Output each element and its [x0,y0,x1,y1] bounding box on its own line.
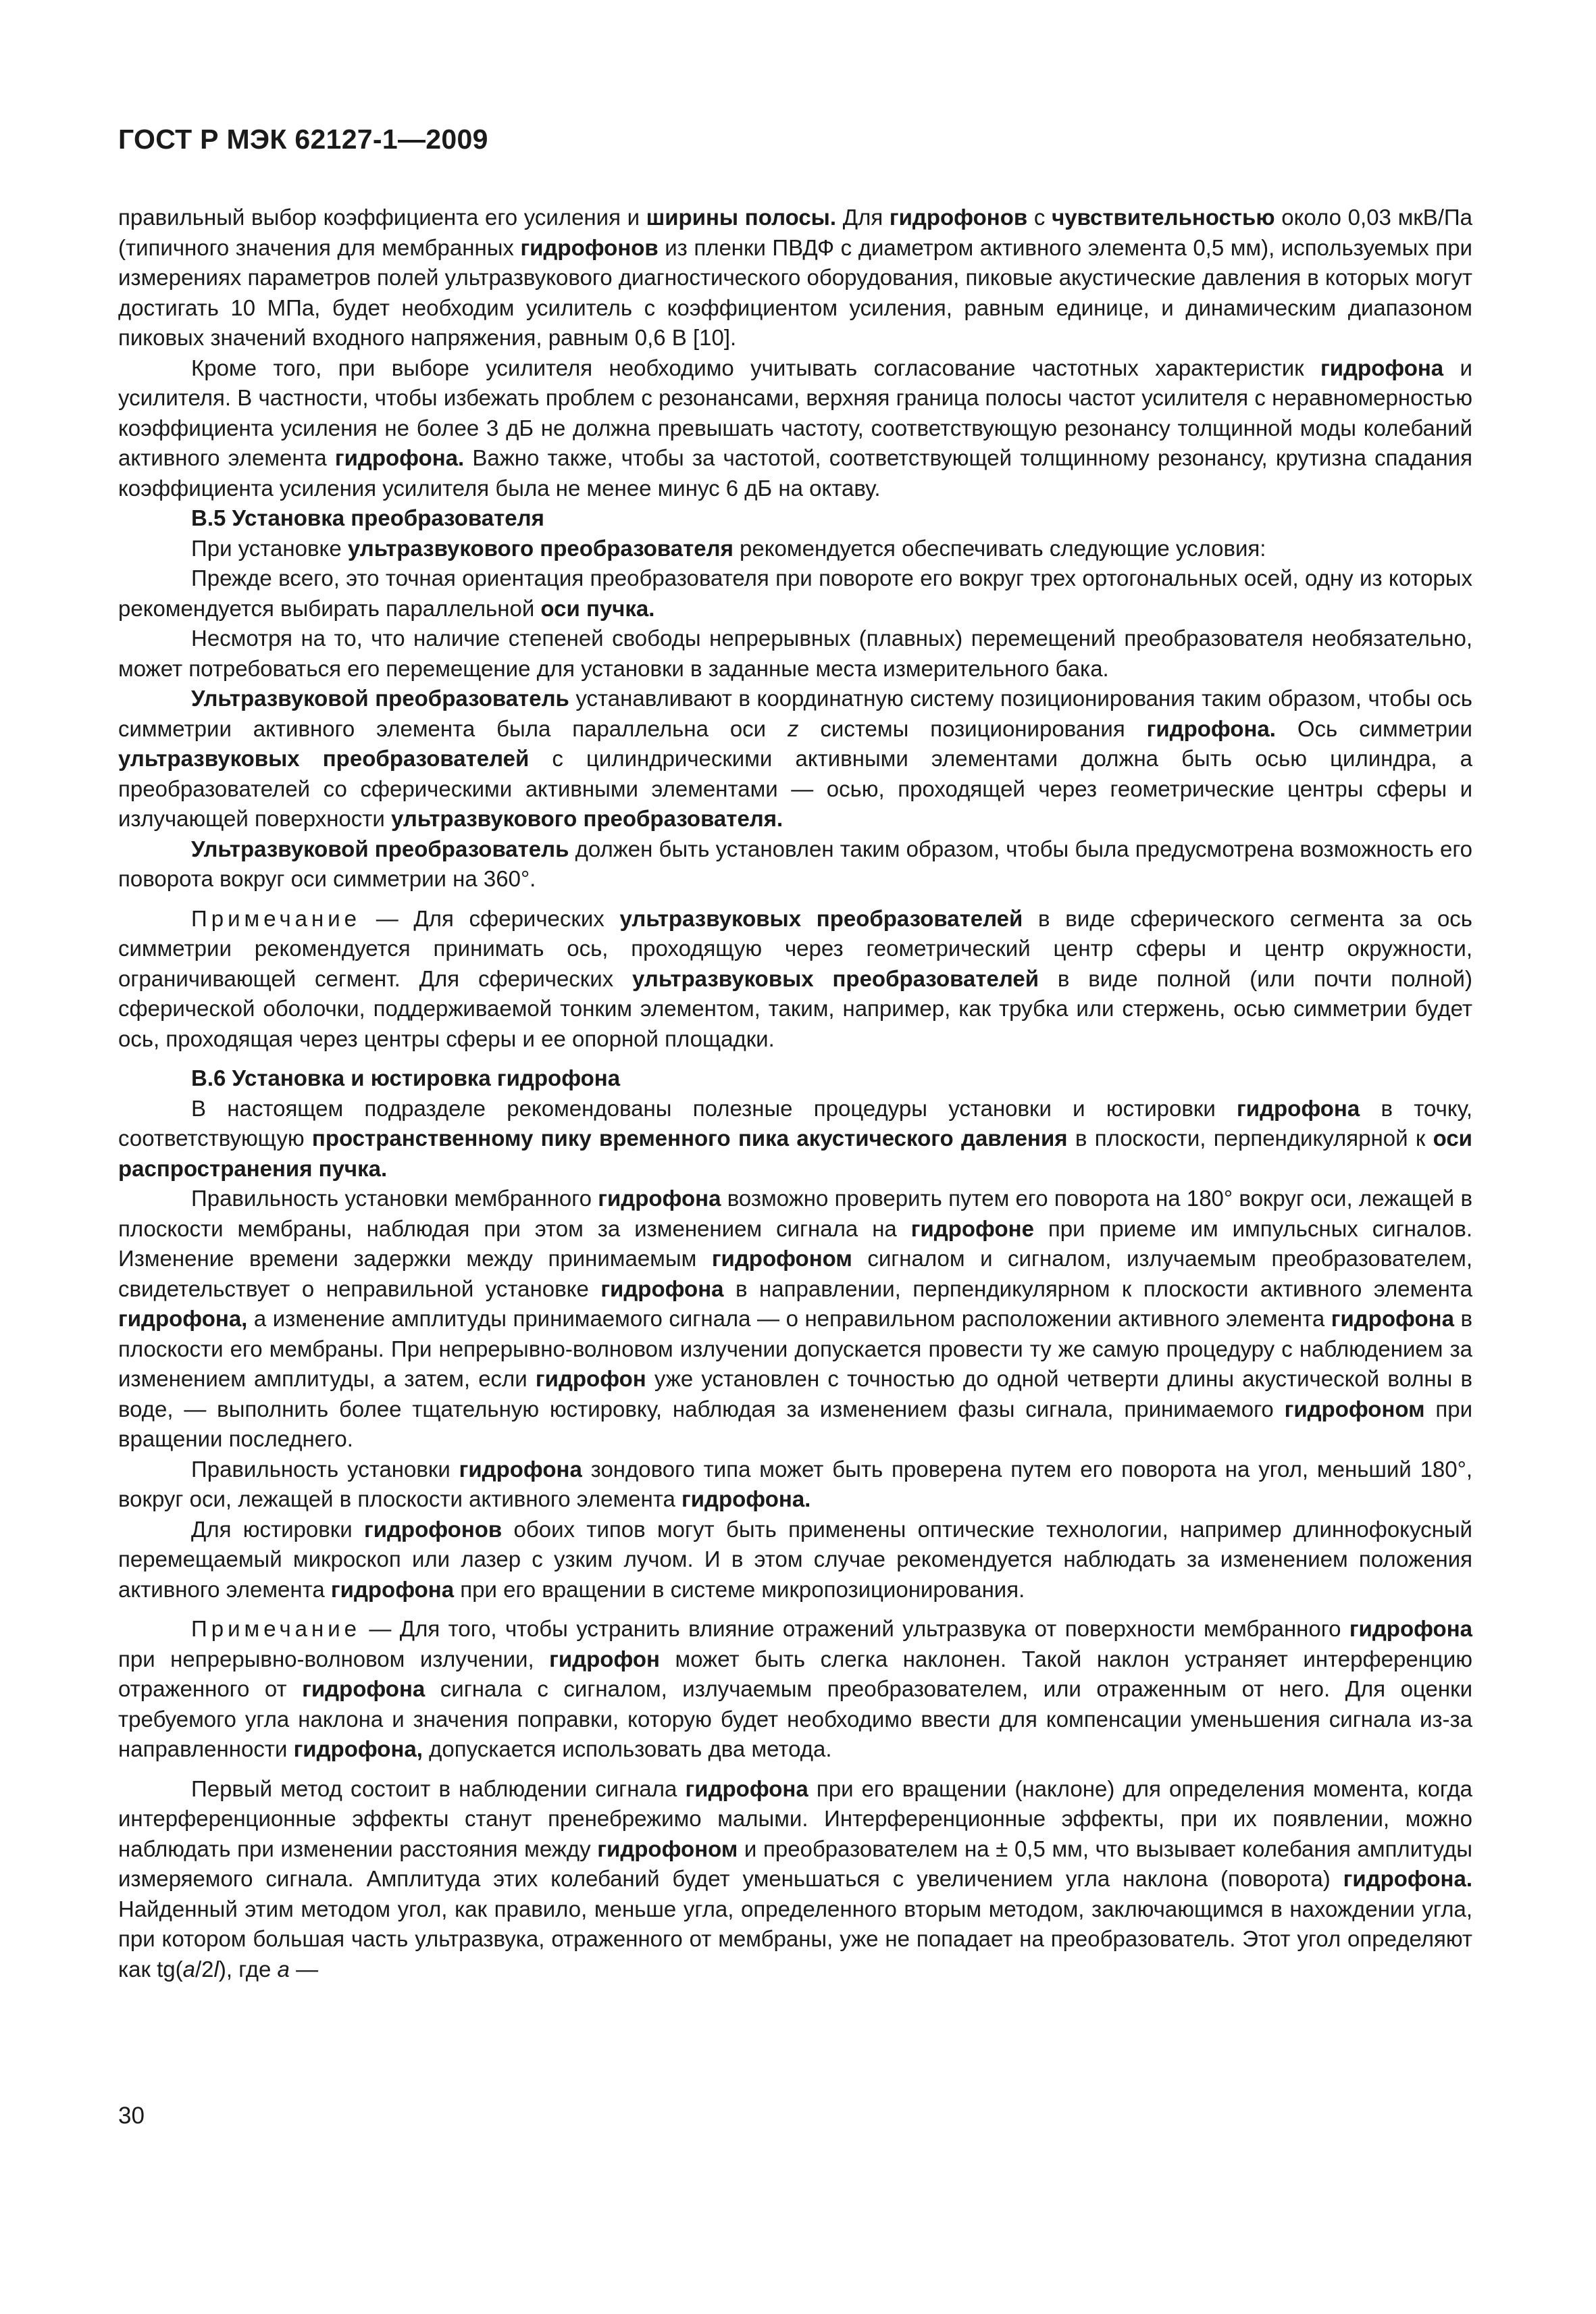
text-run: Прежде всего, это точная ориентация преобразователя при повороте его вокруг трех ортогональных осей, одну из которых рекомендуется выбирать параллельной [118,565,1472,621]
text-run: гидрофона [1349,1616,1472,1641]
text-run: ширины полосы. [646,205,837,230]
text-run: Несмотря на то, что наличие степеней свободы непрерывных (плавных) перемещений преобразователя необязательно, может потребоваться его перемещение для установки в заданные места измерительного бака. [118,626,1472,681]
text-run: гидрофона [1237,1095,1360,1121]
text-run: гидрофоном [1284,1396,1425,1422]
document-header: ГОСТ Р МЭК 62127-1—2009 [118,124,488,155]
text-run: z [788,715,799,741]
body-paragraph [118,1455,1472,1515]
text-run: должен быть установлен таким образом, чтобы была предусмотрена возможность его поворота вокруг оси симметрии на 360°. [118,836,1473,891]
text-run: при непрерывно-волновом излучении, [118,1646,550,1671]
text-run: пространственному пику временного пика акустического давления [311,1126,1068,1151]
text-run: гидрофона. [334,445,465,470]
text-run: оси распространения пучка. [118,1126,1472,1181]
text-run: ), где [218,1956,278,1982]
text-run: гидрофона, [293,1736,423,1761]
text-run: В.5 Установка преобразователя [191,505,544,530]
text-run: гидрофонов [889,205,1028,230]
text-run: гидрофона [685,1776,808,1801]
text-run: гидрофона. [1343,1866,1472,1891]
text-run: гидрофона [598,1186,721,1211]
text-run: при вращении последнего. [118,1396,1473,1451]
text-run: гидрофона [600,1276,724,1301]
text-run: зондового типа может быть проверена путем его поворота на угол, меньший 180°, вокруг оси, лежащей в плоскости активного элемента [118,1456,1473,1511]
text-run: при приеме им импульсных сигналов. Изменение времени задержки между принимаемым [118,1215,1472,1271]
text-run: При установке [191,535,348,561]
body-paragraph [118,1774,1472,1985]
text-run: гидрофоном [711,1246,852,1271]
text-run: Важно также, чтобы за частотой, соответствующей толщинному резонансу, крутизна спадания коэффициента усиления усилителя была не менее минус 6 дБ на октаву. [118,445,1473,501]
text-run: ультразвуковых преобразователей [619,905,1023,931]
text-run: гидрофона [1331,1306,1454,1331]
text-run: — Для сферических [361,905,620,931]
text-run: в виде полной (или почти полной) сферической оболочки, поддерживаемой тонким элементом, таким, например, как трубка или стержень, осью симметрии будет ось, проходящая через центры сферы и ее опорной площадки. [118,965,1472,1051]
text-run: в плоскости, перпендикулярной к [1067,1126,1433,1151]
text-run: В.6 Установка и юстировка гидрофона [191,1065,621,1090]
text-run: a [277,1956,290,1982]
text-run: Ультразвуковой преобразователь [191,686,569,711]
page-number: 30 [118,2103,145,2129]
text-run: Для [836,205,890,230]
text-run: Ультразвуковой преобразователь [191,836,569,861]
text-run: гидрофонов [520,234,659,260]
text-run: Примечание [191,905,361,931]
text-run: Правильность установки мембранного [191,1186,598,1211]
body-paragraph [118,624,1472,684]
text-run: в направлении, перпендикулярном к плоскости активного элемента [723,1276,1472,1301]
text-run: гидрофона [459,1456,582,1482]
text-run: В настоящем подразделе рекомендованы полезные процедуры установки и юстировки [191,1095,1237,1121]
text-run: и преобразователем на ± 0,5 мм, что вызывает колебания амплитуды измеряемого сигнала. Амплитуда этих колебаний будет уменьшаться с увеличением угла наклона (поворота) [118,1836,1472,1891]
text-run: /2 [195,1956,214,1982]
text-run: ультразвукового преобразователя. [391,806,783,831]
text-run: правильный выбор коэффициента его усиления и [118,205,646,230]
text-run: в виде сферического сегмента за ось симметрии рекомендуется принимать ось, проходящую через геометрический центр сферы и центр окружности, ограничивающей сегмент. Для сферических [118,905,1472,991]
text-run: в плоскости его мембраны. При непрерывно-волновом излучении допускается провести ту же самую процедуру с наблюдением за изменением амплитуды, а затем, если [118,1306,1472,1391]
text-run: уже установлен с точностью до одной четверти длины акустической волны в воде, — выполнить более тщательную юстировку, наблюдая за изменением фазы сигнала, принимаемого [118,1366,1472,1422]
note-paragraph [118,1614,1472,1765]
text-run: гидрофон [535,1366,646,1391]
text-run: — [289,1956,319,1982]
text-run: Кроме того, при выборе усилителя необходимо учитывать согласование частотных характеристик [191,355,1320,380]
body-paragraph [118,534,1472,564]
text-run: и усилителя. В частности, чтобы избежать проблем с резонансами, верхняя граница полосы частот усилителя с неравномерностью коэффициента усиления не более 3 дБ не должна превышать частоту, соответствующую резонансу толщинной моды колебаний активного элемента [118,355,1472,470]
text-run: гидрофона [330,1576,455,1602]
document-body [118,203,1472,1984]
text-run: допускается использовать два метода. [422,1736,832,1761]
body-paragraph [118,834,1472,895]
text-run: обоих типов могут быть применены оптические технологии, например длиннофокусный перемещаемый микроскоп или лазер с узким лучом. И в этом случае рекомендуется наблюдать за изменением положения активного элемента [118,1516,1472,1602]
text-run: гидрофон [549,1646,660,1671]
text-run: ультразвуковых преобразователей [632,965,1039,991]
text-run: Первый метод состоит в наблюдении сигнала [191,1776,686,1801]
text-run: сигналом и сигналом, излучаемым преобразователем, свидетельствует о неправильной установке [118,1246,1472,1301]
text-run: a [182,1956,195,1982]
text-run: оси пучка. [540,595,655,621]
body-paragraph [118,563,1472,624]
text-run: рекомендуется обеспечивать следующие условия: [733,535,1266,561]
text-run: а изменение амплитуды принимаемого сигнала — о неправильном расположении активного элемента [247,1306,1331,1331]
text-run: Найденный этим методом угол, как правило, меньше угла, определенного вторым методом, заключающимся в нахождении угла, при котором большая часть ультразвука, отраженного от мембраны, уже не попадает на преобразователь. Этот угол определяют как tg( [118,1896,1472,1982]
text-run: ультразвукового преобразователя [347,535,733,561]
text-run: Примечание [191,1616,361,1641]
text-run: гидрофона. [1146,715,1276,741]
text-run: может быть слегка наклонен. Такой наклон устраняет интерференцию отраженного от [118,1646,1473,1701]
text-run: Правильность установки [191,1456,459,1482]
note-paragraph [118,904,1472,1055]
body-paragraph [118,684,1472,834]
text-run: гидрофона [302,1676,426,1701]
text-run: ультразвуковых преобразователей [118,746,530,771]
section-heading [118,1063,1472,1094]
text-run: устанавливают в координатную систему позиционирования таким образом, чтобы ось симметрии активного элемента была параллельна оси [118,686,1472,741]
text-run: системы позиционирования [798,715,1147,741]
text-run: с [1027,205,1052,230]
section-heading [118,503,1472,534]
text-run: при его вращении в системе микропозиционирования. [454,1576,1025,1602]
body-paragraph [118,1515,1472,1605]
text-run: гидрофоне [910,1215,1034,1241]
text-run: гидрофона [1320,355,1444,380]
text-run: около 0,03 мкВ/Па (типичного значения для мембранных [118,205,1472,260]
text-run: Для юстировки [191,1516,364,1542]
body-paragraph [118,1094,1472,1184]
text-run: сигнала с сигналом, излучаемым преобразователем, или отраженным от него. Для оценки требуемого угла наклона и значения поправки, которую будет необходимо ввести для компенсации уменьшения сигнала из-за направленности [118,1676,1472,1761]
text-run: гидрофона. [681,1486,811,1511]
text-run: Ось симметрии [1275,715,1472,741]
body-paragraph [118,1184,1472,1455]
text-run: в точку, соответствующую [118,1095,1472,1151]
text-run: — Для того, чтобы устранить влияние отражений ультразвука от поверхности мембранного [361,1616,1349,1641]
text-run: из пленки ПВДФ с диаметром активного элемента 0,5 мм), используемых при измерениях параметров полей ультразвукового диагностического оборудования, пиковые акустические давления в которых могут достигать 10 МПа, будет необходим усилитель с коэффициентом усиления, равным единице, и динамическим диапазоном пиковых значений входного напряжения, равным 0,6 В [10]. [118,234,1472,350]
text-run: гидрофоном [597,1836,738,1861]
text-run: возможно проверить путем его поворота на 180° вокруг оси, лежащей в плоскости мембраны, наблюдая при этом за изменением сигнала на [118,1186,1472,1241]
text-run: l [213,1956,219,1982]
text-run: гидрофонов [363,1516,503,1542]
text-run: гидрофона, [118,1306,248,1331]
body-paragraph [118,203,1472,353]
body-paragraph [118,353,1472,504]
text-run: с цилиндрическими активными элементами должна быть осью цилиндра, а преобразователей со сферическими активными элементами — осью, проходящей через геометрические центры сферы и излучающей поверхности [118,746,1472,831]
text-run: при его вращении (наклоне) для определения момента, когда интерференционные эффекты станут пренебрежимо малыми. Интерференционные эффекты, при их появлении, можно наблюдать при изменении расстояния между [118,1776,1472,1861]
text-run: чувствительностью [1052,205,1275,230]
